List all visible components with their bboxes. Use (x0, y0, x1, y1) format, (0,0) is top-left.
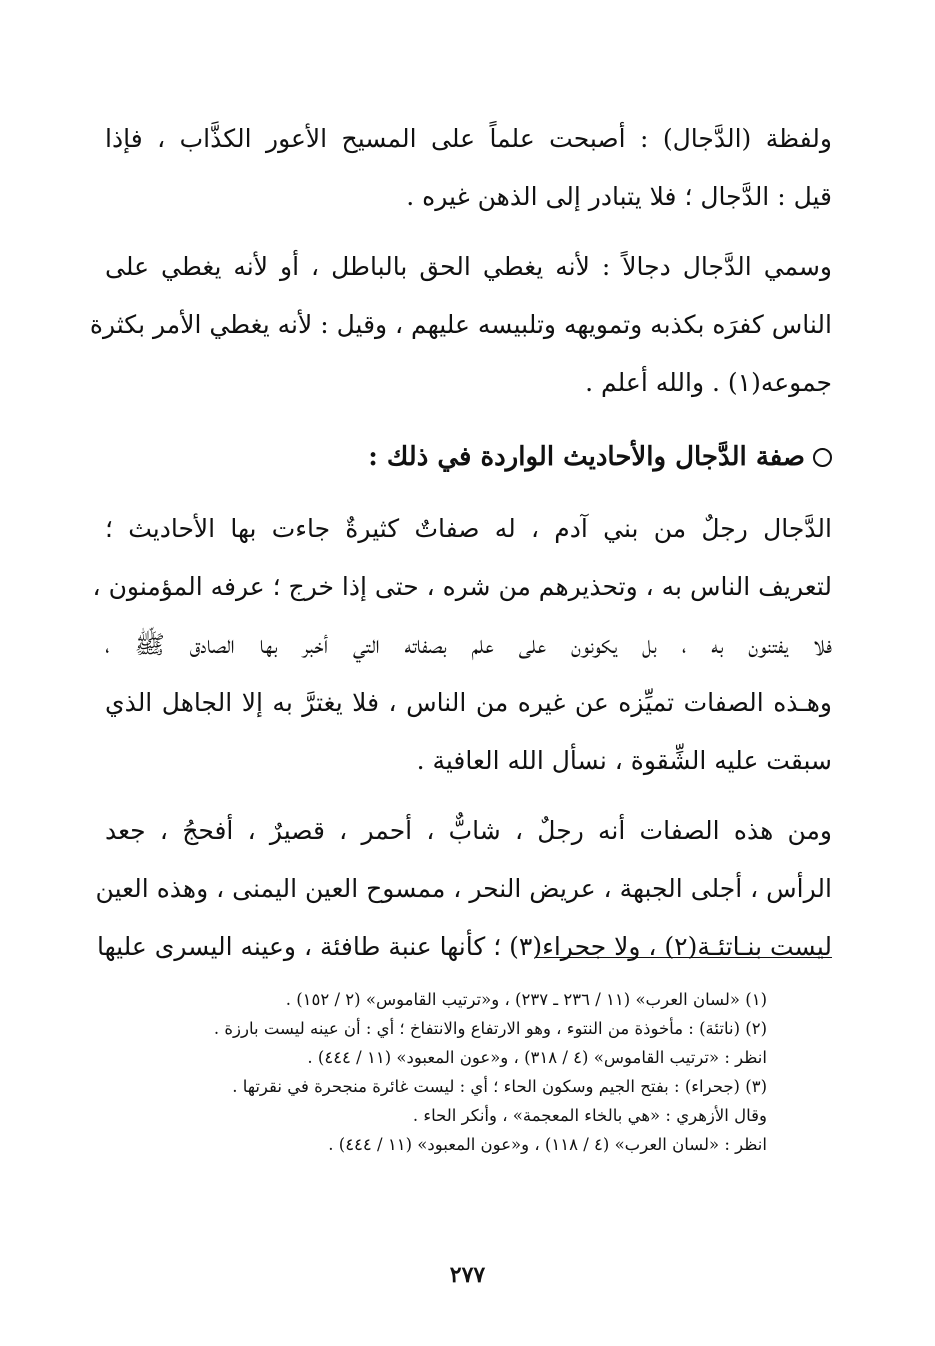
text-line: فلا يفتنون به ، بل يكونون على علم بصفاته التي أخبر بها الصادق ﷺ ، (105, 630, 832, 659)
paragraph-dajjal-name (105, 110, 832, 226)
text-line: ومن هذه الصفات أنه رجلٌ ، شابٌّ ، أحمر ، قصيرٌ ، أفحجُ ، جعد (105, 816, 832, 845)
footnote-line: (١) «لسان العرب» (١١ / ٢٣٦ ـ ٢٣٧) ، و«ترتيب القاموس» (٢ / ١٥٢) . (285, 990, 767, 1009)
footnote-separator (535, 957, 832, 958)
text-line: جموعه(١) . والله أعلم . (585, 368, 832, 397)
footnote-line: وقال الأزهري : «هي بالخاء المعجمة» ، وأنكر الحاء . (412, 1106, 767, 1125)
section-heading-text: صفة الدَّجال والأحاديث الواردة في ذلك : (368, 442, 805, 472)
text-line: ولفظة (الدَّجال) : أصبحت علماً على المسيح الأعور الكذَّاب ، فإذا (105, 124, 832, 153)
text-line: وهـذه الصفات تميِّزه عن غيره من الناس ، فلا يغترَّ به إلا الجاهل الذي (105, 688, 832, 717)
text-line: الرأس ، أجلى الجبهة ، عريض النحر ، ممسوح العين اليمنى ، وهذه العين (95, 874, 832, 903)
text-line: قيل : الدَّجال ؛ فلا يتبادر إلى الذهن غيره . (406, 182, 832, 211)
footnotes (105, 985, 767, 1159)
footnote-line: (٢) (ناتئة) : مأخوذة من النتوء ، وهو الارتفاع والانتفاخ ؛ أي : أن عينه ليست بارزة . (213, 1019, 767, 1038)
text-line: ليست بنـاتئـة(٢) ، ولا جحراء(٣) ؛ كأنها عنبة طافئة ، وعينه اليسرى عليها (96, 932, 832, 961)
footnote-line: انظر : «لسان العرب» (٤ / ١١٨) ، و«عون المعبود» (١١ / ٤٤٤) . (328, 1135, 767, 1154)
paragraph-dajjal-attributes (95, 802, 832, 976)
paragraph-dajjal-meaning (89, 238, 832, 412)
footnote-line: (٣) (جحراء) : بفتح الجيم وسكون الحاء ؛ أي : ليست غائرة منجحرة في نقرتها . (232, 1077, 767, 1096)
text-line: الناس كفرَه بكذبه وتمويهه وتلبيسه عليهم ، وقيل : لأنه يغطي الأمر بكثرة (89, 310, 832, 339)
text-line: وسمي الدَّجال دجالاً : لأنه يغطي الحق بالباطل ، أو لأنه يغطي على (105, 252, 832, 281)
circle-bullet-icon (813, 448, 832, 467)
text-line: لتعريف الناس به ، وتحذيرهم من شره ، حتى إذا خرج ؛ عرفه المؤمنون ، (92, 572, 832, 601)
text-line: سبقت عليه الشِّقوة ، نسأل الله العافية . (416, 746, 832, 775)
text-line: الدَّجال رجلٌ من بني آدم ، له صفاتٌ كثيرةٌ جاءت بها الأحاديث ؛ (105, 514, 832, 543)
footnote-line: انظر : «ترتيب القاموس» (٤ / ٣١٨) ، و«عون المعبود» (١١ / ٤٤٤) . (307, 1048, 767, 1067)
paragraph-dajjal-description (92, 500, 832, 790)
section-heading (105, 428, 832, 486)
page-number: ٢٧٧ (449, 1262, 486, 1288)
main-text (89, 110, 832, 976)
